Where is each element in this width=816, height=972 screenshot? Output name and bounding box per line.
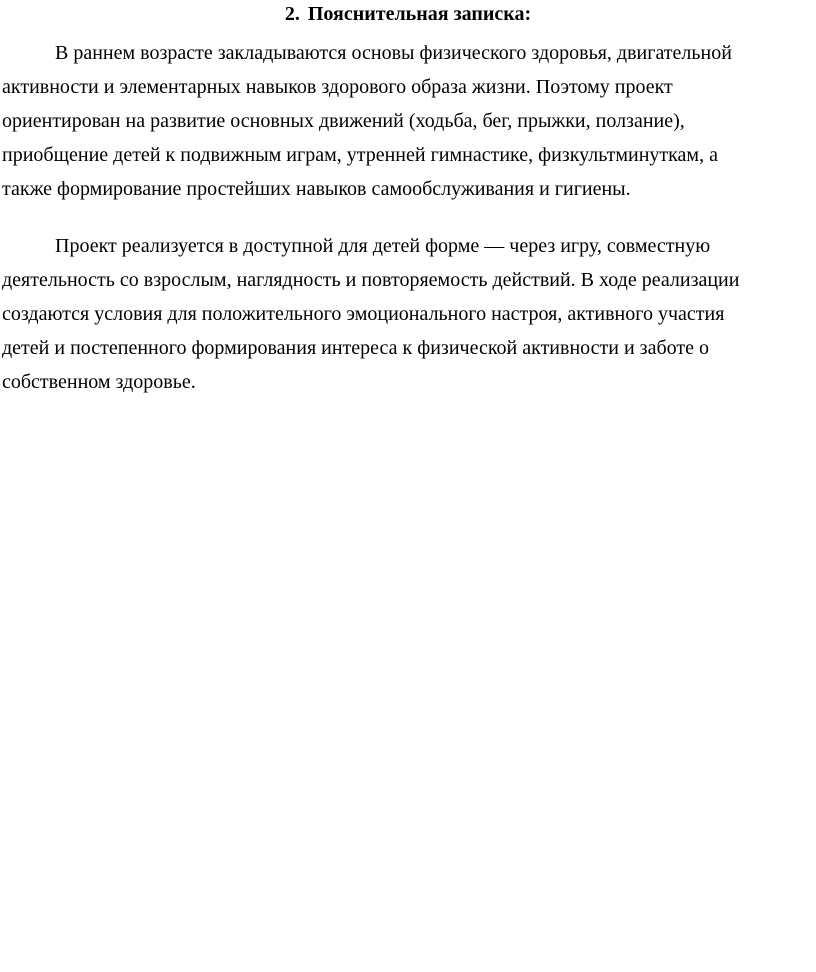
paragraph-line: детей и постепенного формирования интереса к физической активности и заботе о xyxy=(2,337,709,359)
paragraph-line: Проект реализуется в доступной для детей форме — через игру, совместную xyxy=(55,235,711,257)
paragraph-line: создаются условия для положительного эмоционального настроя, активного участия xyxy=(2,303,725,325)
section-number: 2. xyxy=(284,3,300,25)
paragraph-line: активности и элементарных навыков здорового образа жизни. Поэтому проект xyxy=(2,76,673,98)
section-heading xyxy=(0,2,816,26)
paragraph-line: собственном здоровье. xyxy=(2,371,196,393)
paragraph-1 xyxy=(2,36,792,206)
paragraph-line: В раннем возрасте закладываются основы физического здоровья, двигательной xyxy=(55,42,732,64)
section-title: Пояснительная записка: xyxy=(307,3,532,25)
paragraph-line: ориентирован на развитие основных движений (ходьба, бег, прыжки, ползание), xyxy=(2,110,685,132)
paragraph-line: деятельность со взрослым, наглядность и повторяемость действий. В ходе реализации xyxy=(2,269,740,291)
paragraph-2 xyxy=(2,229,792,399)
paragraph-line: также формирование простейших навыков самообслуживания и гигиены. xyxy=(2,178,631,200)
paragraph-line: приобщение детей к подвижным играм, утренней гимнастике, физкультминуткам, а xyxy=(2,144,718,166)
